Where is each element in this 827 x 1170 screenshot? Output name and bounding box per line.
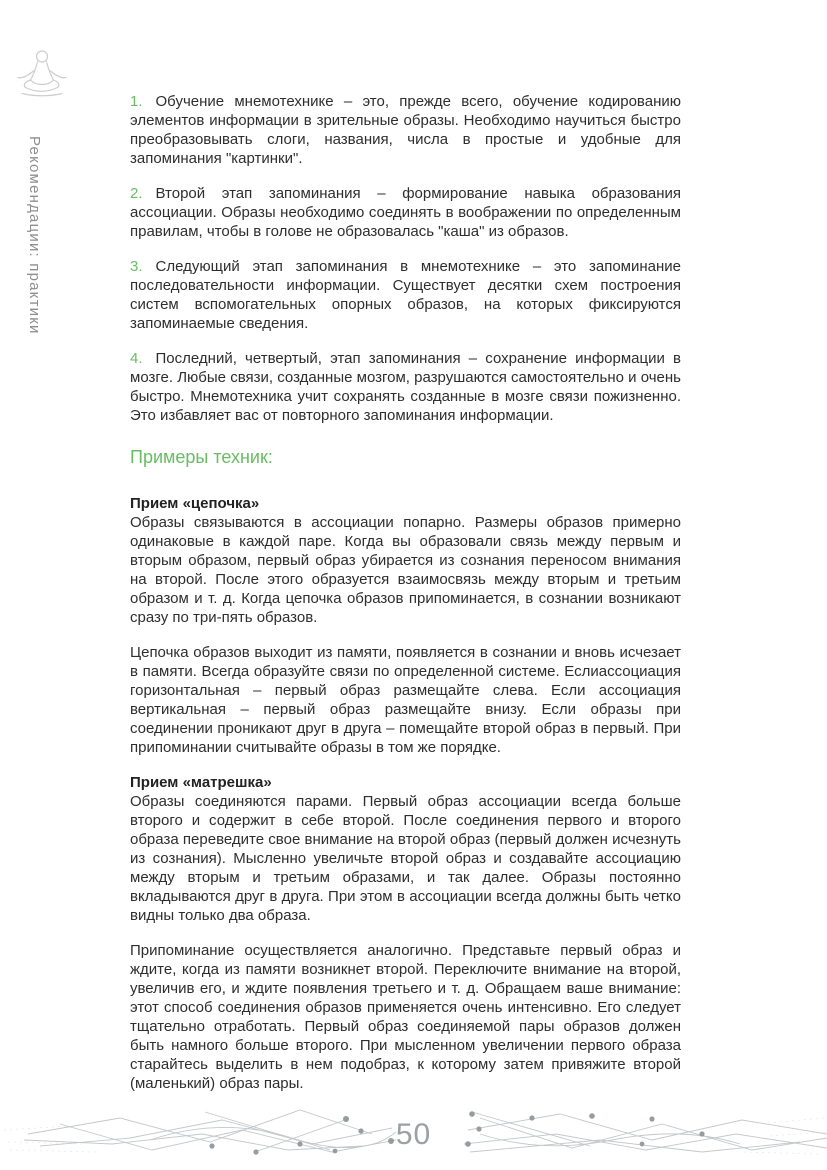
technique-matryoshka-paragraph-2: Припоминание осуществляется аналогично. Представьте первый образ и ждите, когда из памяти возникнет второй. Переключите внимание на второй, увеличив его, и ждите появления третьего и т. д. Обращаем ваше внимание: этот способ соединения образов применяется очень интенсивно. Его следует тщательно отработать. Первый образ соединяемой пары образов должен быть намного больше второго. При мысленном увеличении первого образа старайтесь выделить в нем подобраз, к которому затем привяжите второй (маленький) образ пары. bbox=[130, 942, 681, 1092]
meditation-lotus-icon bbox=[14, 46, 70, 104]
numbered-item-1 bbox=[130, 92, 681, 168]
item-number: 2. bbox=[130, 185, 143, 202]
technique-matryoshka-paragraph-1: Образы соединяются парами. Первый образ ассоциации всегда больше второго и содержит в себе второй. После соединения первого и второго образа переведите свое внимание на второй образ (первый должен исчезнуть из сознания). Мысленно увеличьте второй образ и создавайте ассоциацию между вторым и третьим образами, и так далее. Образы постоянно вкладываются друг в друга. При этом в ассоциации всегда должны быть четко видны только два образа. bbox=[130, 793, 681, 924]
item-number: 4. bbox=[130, 350, 143, 367]
numbered-item-2 bbox=[130, 184, 681, 241]
numbered-item-4 bbox=[130, 349, 681, 425]
numbered-item-3 bbox=[130, 257, 681, 333]
sidebar-label: Рекомендации: практики bbox=[26, 136, 43, 335]
item-text: Второй этап запоминания – формирование навыка образования ассоциации. Образы необходимо соединять в воображении по определенным правилам, чтобы в голове не образовалась "каша" из образов. bbox=[130, 185, 681, 240]
item-text: Обучение мнемотехнике – это, прежде всего, обучение кодированию элементов информации в зрительные образы. Необходимо научиться быстро преобразовывать слоги, названия, числа в простые и удобные для запоминания "картинки". bbox=[130, 93, 681, 167]
technique-matryoshka-title: Прием «матрешка» bbox=[130, 774, 272, 791]
content-column bbox=[130, 92, 681, 1109]
technique-chain-paragraph-1: Образы связываются в ассоциации попарно. Размеры образов примерно одинаковые в каждой паре. Когда вы образовали связь между первым и вторым образом, первый образ убирается из сознания переносом внимания на второй. После этого образуется взаимосвязь между вторым и третьим образом и т. д. Когда цепочка образов припоминается, в сознании возникают сразу по три-пять образов. bbox=[130, 514, 681, 626]
page-number: 50 bbox=[395, 1118, 432, 1151]
technique-chain-title: Прием «цепочка» bbox=[130, 495, 260, 512]
section-heading: Примеры техник: bbox=[130, 447, 273, 467]
item-number: 3. bbox=[130, 258, 143, 275]
item-text: Последний, четвертый, этап запоминания – сохранение информации в мозге. Любые связи, созданные мозгом, разрушаются самостоятельно и очень быстро. Мнемотехника учит сохранять созданные в мозге связи пожизненно. Это избавляет вас от повторного запоминания информации. bbox=[130, 350, 681, 424]
technique-chain-paragraph-2: Цепочка образов выходит из памяти, появляется в сознании и вновь исчезает в памяти. Всегда образуйте связи по определенной системе. Еслиассоциация горизонтальная – первый образ размещайте слева. Если ассоциация вертикальная – первый образ размещайте внизу. Если образы при соединении проникают друг в друга – помещайте второй образ в первый. При припоминании считывайте образы в том же порядке. bbox=[130, 644, 681, 756]
item-text: Следующий этап запоминания в мнемотехнике – это запоминание последовательности информации. Существует десятки схем построения систем вспомогательных опорных образов, на которых фиксируются запоминаемые сведения. bbox=[130, 258, 681, 332]
item-number: 1. bbox=[130, 93, 143, 110]
